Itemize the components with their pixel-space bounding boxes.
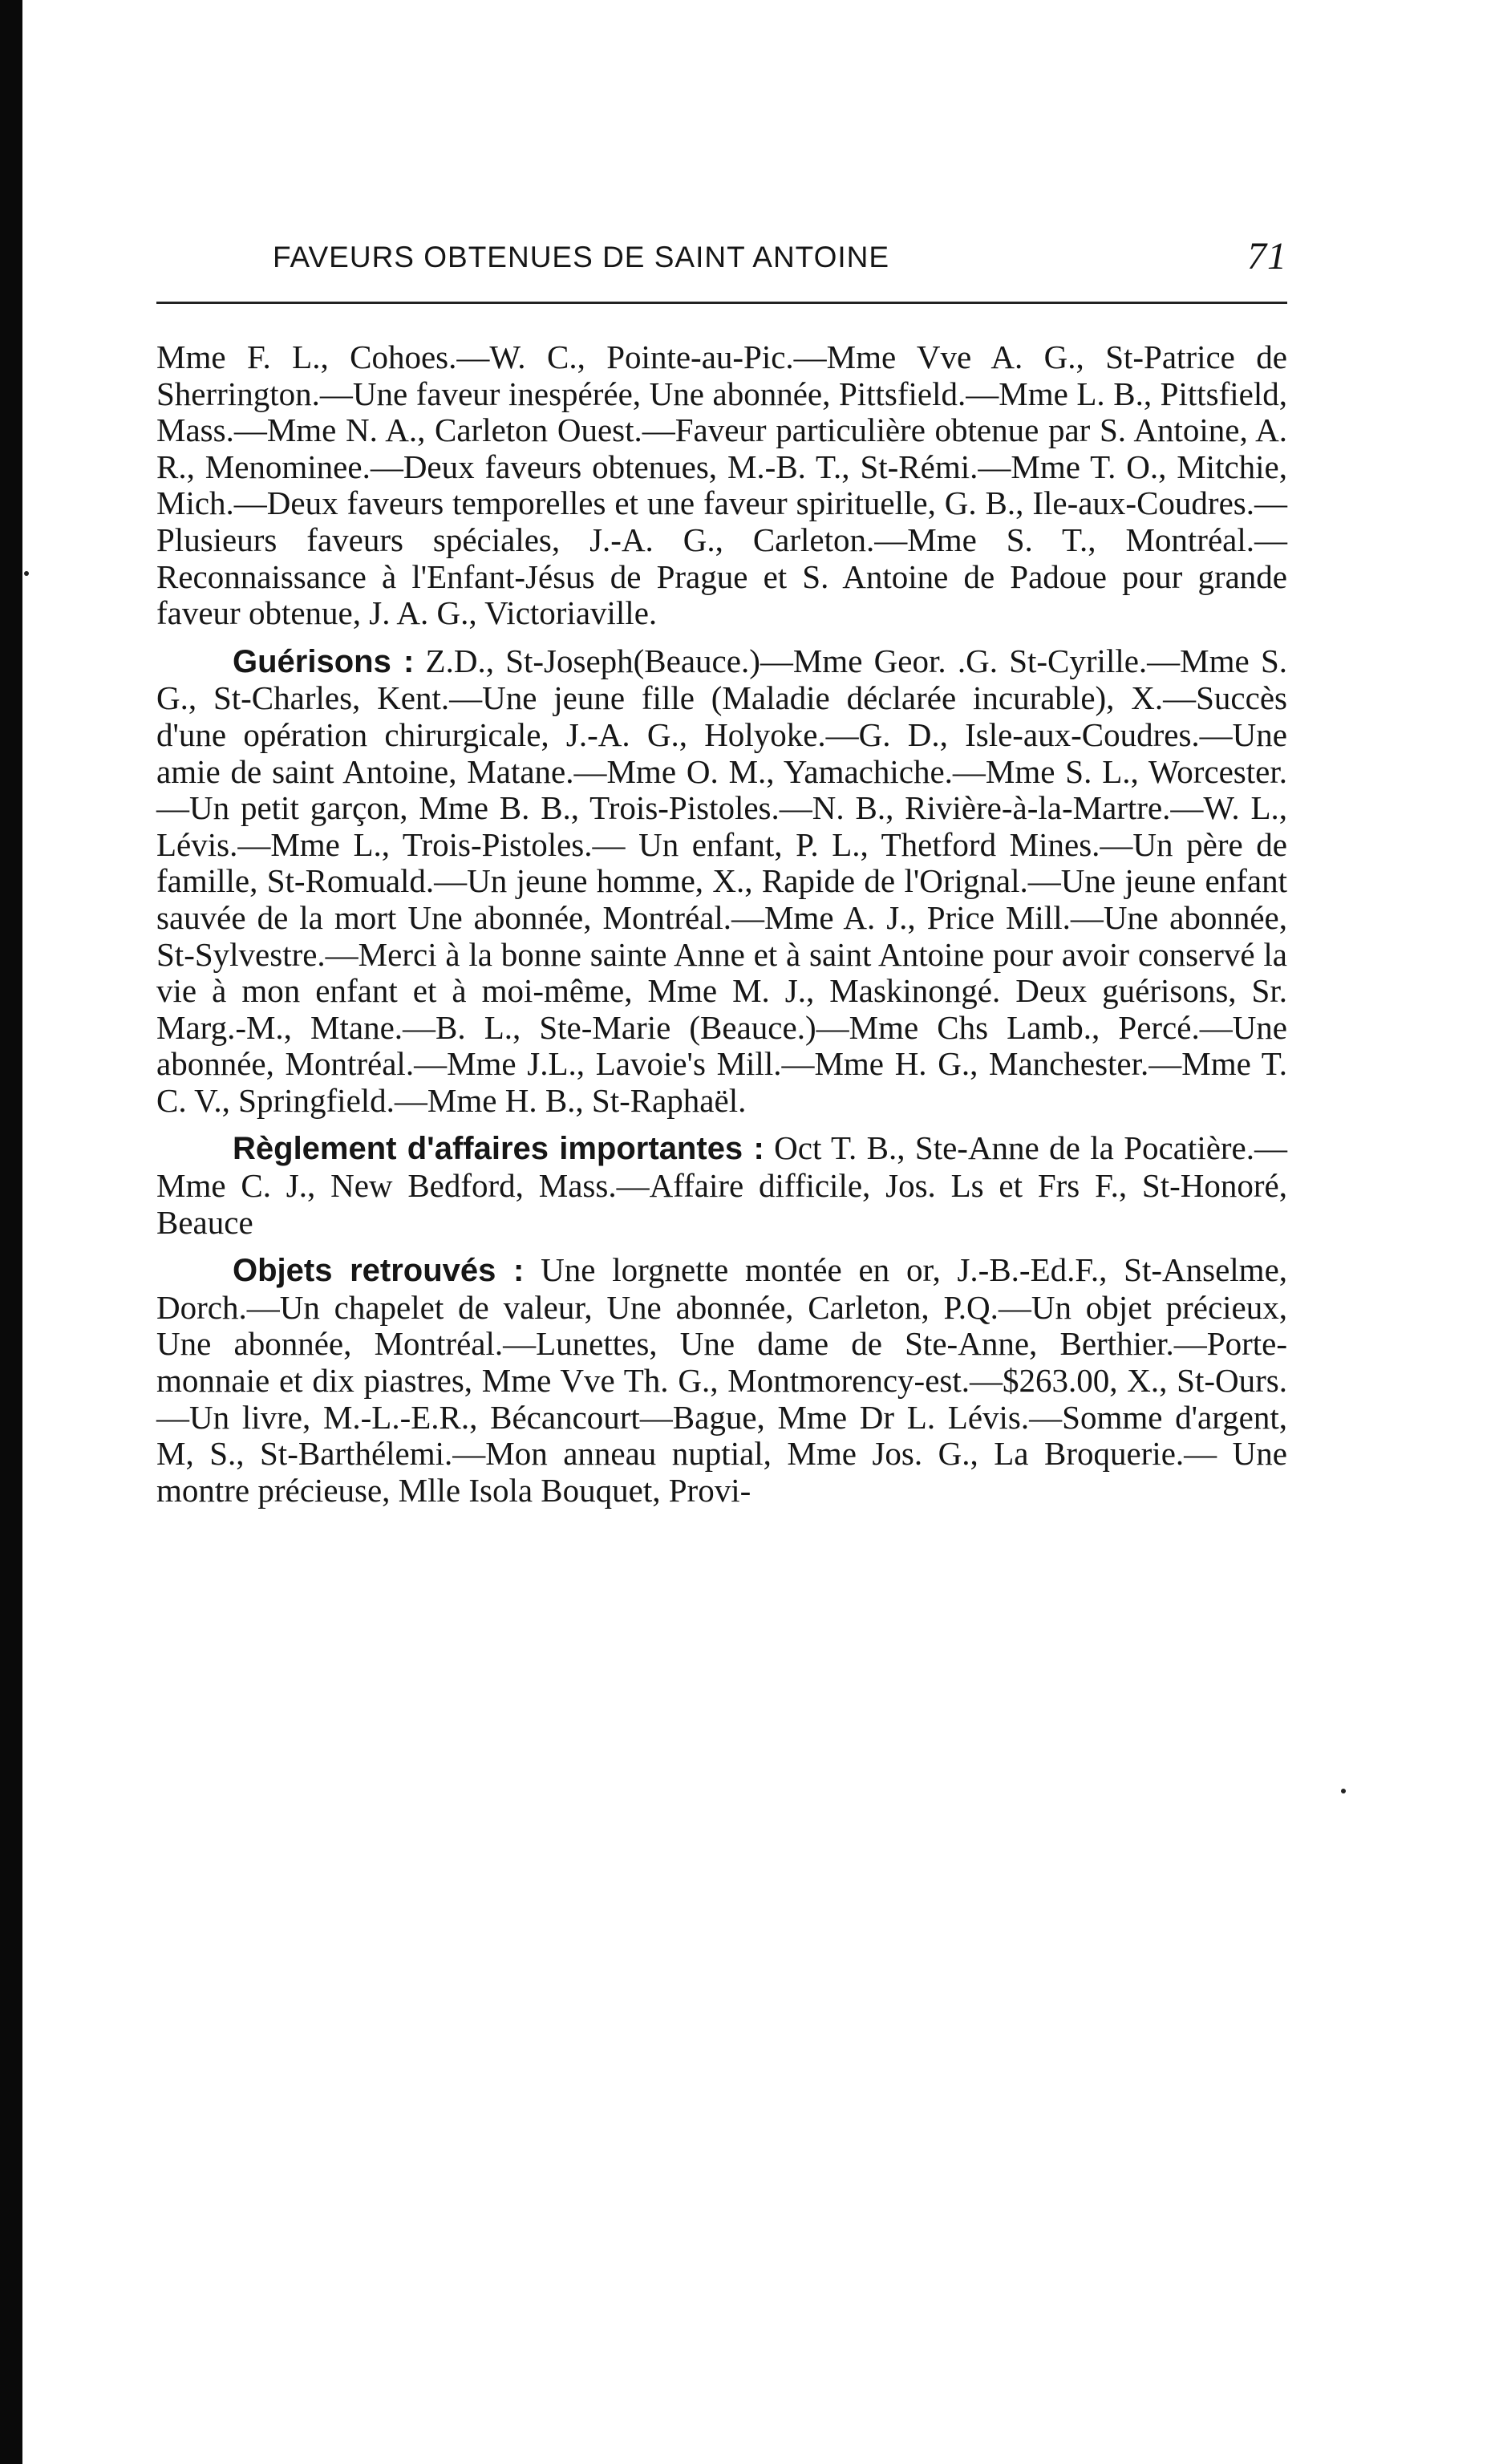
paragraph-guerisons [156, 643, 1287, 1120]
header-rule [156, 302, 1287, 304]
paragraph-text: Z.D., St-Joseph(Beauce.)—Mme Geor. .G. St-Cyrille.—Mme S. G., St-Charles, Kent.—Une jeune fille (Maladie déclarée incurable), X.—Succès d'une opération chirurgicale, J.-A. G., Holyoke.—G. D., Isle-aux-Coudres.—Une amie de saint Antoine, Matane.—Mme O. M., Yamachiche.—Mme S. L., Worcester.—Un petit garçon, Mme B. B., Trois-Pistoles.—N. B., Rivière-à-la-Martre.—W. L., Lévis.—Mme L., Trois-Pistoles.— Un enfant, P. L., Thetford Mines.—Un père de famille, St-Romuald.—Un jeune homme, X., Rapide de l'Orignal.—Une jeune enfant sauvée de la mort Une abonnée, Montréal.—Mme A. J., Price Mill.—Une abonnée, St-Sylvestre.—Merci à la bonne sainte Anne et à saint Antoine pour avoir conservé la vie à mon enfant et à moi-même, Mme M. J., Maskinongé. Deux guérisons, Sr. Marg.-M., Mtane.—B. L., Ste-Marie (Beauce.)—Mme Chs Lamb., Percé.—Une abonnée, Montréal.—Mme J.L., Lavoie's Mill.—Mme H. G., Manchester.—Mme T. C. V., Springfield.—Mme H. B., St-Raphaël. [156, 642, 1288, 1119]
running-title: FAVEURS OBTENUES DE SAINT ANTOINE [273, 241, 890, 274]
section-heading: Objets retrouvés : [233, 1253, 525, 1289]
section-heading: Guérisons : [233, 643, 415, 679]
paragraph-objets [156, 1252, 1287, 1509]
scan-border [0, 0, 22, 2464]
paragraph-reglement [156, 1130, 1287, 1241]
page-number: 71 [1247, 235, 1287, 278]
margin-speck [24, 571, 29, 576]
paragraph-faveurs [156, 339, 1287, 632]
margin-speck [1341, 1789, 1346, 1793]
paragraph-text: Mme F. L., Cohoes.—W. C., Pointe-au-Pic.—Mme Vve A. G., St-Patrice de Sherrington.—Une faveur inespérée, Une abonnée, Pittsfield.—Mme L. B., Pittsfield, Mass.—Mme N. A., Carleton Ouest.—Faveur particulière obtenue par S. Antoine, A. R., Menominee.—Deux faveurs obtenues, M.-B. T., St-Rémi.—Mme T. O., Mitchie, Mich.—Deux faveurs temporelles et une faveur spirituelle, G. B., Ile-aux-Coudres.—Plusieurs faveurs spéciales, J.-A. G., Carleton.—Mme S. T., Montréal.—Reconnaissance à l'Enfant-Jésus de Prague et S. Antoine de Padoue pour grande faveur obtenue, J. A. G., Victoriaville. [156, 338, 1287, 632]
book-page [156, 233, 1287, 1520]
paragraph-text: Oct T. B., Ste-Anne de la Pocatière.—Mme C. J., New Bedford, Mass.—Affaire difficile, Jos. Ls et Frs F., St-Honoré, Beauce [156, 1129, 1288, 1241]
paragraph-text: Une lorgnette montée en or, J.-B.-Ed.F., St-Anselme, Dorch.—Un chapelet de valeur, Une abonnée, Carleton, P.Q.—Un objet précieux, Une abonnée, Montréal.—Lunettes, Une dame de Ste-Anne, Berthier.—Porte-monnaie et dix piastres, Mme Vve Th. G., Montmorency-est.—$263.00, X., St-Ours.—Un livre, M.-L.-E.R., Bécancourt—Bague, Mme Dr L. Lévis.—Somme d'argent, M, S., St-Barthélemi.—Mon anneau nuptial, Mme Jos. G., La Broquerie.— Une montre précieuse, Mlle Isola Bouquet, Provi- [156, 1251, 1288, 1509]
running-header [156, 233, 1287, 290]
section-heading: Règlement d'affaires importantes : [233, 1131, 764, 1167]
